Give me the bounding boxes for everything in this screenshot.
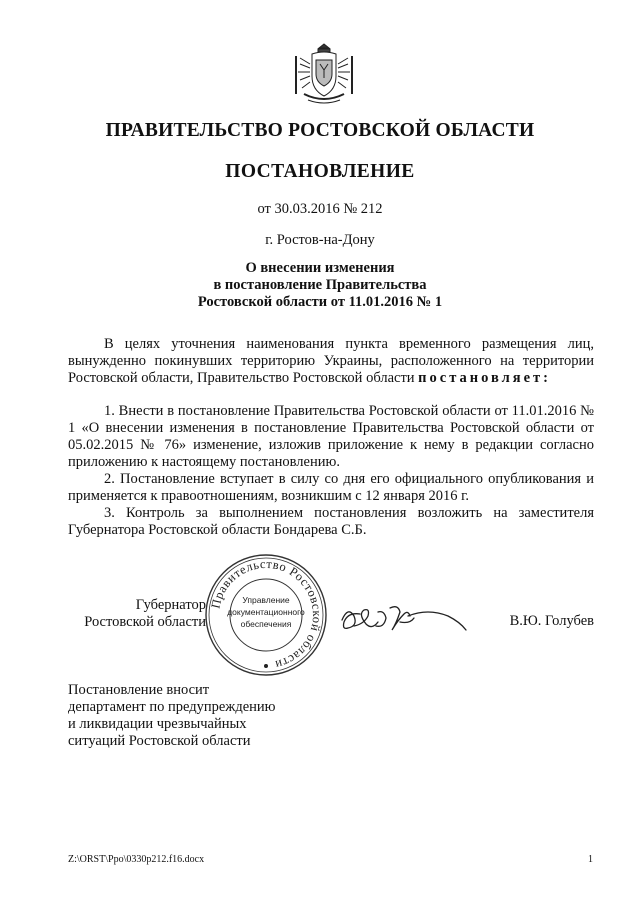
signatory-title-line: Губернатор	[135, 597, 206, 613]
signature-icon	[338, 596, 470, 640]
subject-line: О внесении изменения	[245, 260, 395, 276]
footer-page-number: 1	[588, 854, 593, 865]
coat-of-arms	[292, 38, 356, 112]
responsible-department	[68, 682, 368, 750]
date-number: от 30.03.2016 № 212	[257, 201, 383, 217]
responsible-line: департамент по предупреждению	[68, 699, 276, 715]
preamble	[68, 336, 594, 387]
stamp-icon	[204, 553, 328, 677]
responsible-line: Постановление вносит	[68, 682, 210, 698]
footer-file-path: Z:\ORST\Ppo\0330p212.f16.docx	[68, 854, 205, 865]
organization-title: ПРАВИТЕЛЬСТВО РОСТОВСКОЙ ОБЛАСТИ	[105, 120, 535, 141]
resolution-item: 3. Контроль за выполнением постановления возложить на заместителя Губернатора Ростовской области Бондарева С.Б.	[68, 505, 594, 538]
document-type: ПОСТАНОВЛЕНИЕ	[225, 161, 415, 182]
stamp-center-line: Управление	[242, 595, 290, 605]
signatory-title-line: Ростовской области	[84, 614, 206, 630]
handwritten-signature	[338, 596, 470, 640]
official-stamp	[204, 553, 328, 677]
signatory-name: В.Ю. Голубев	[509, 613, 594, 629]
subject-heading	[0, 260, 640, 311]
signatory-title	[66, 597, 206, 631]
responsible-line: и ликвидации чрезвычайных	[68, 716, 247, 732]
subject-line: Ростовской области от 11.01.2016 № 1	[197, 294, 443, 310]
resolution-item: 2. Постановление вступает в силу со дня его официального опубликования и применяется к правоотношениям, возникшим с 12 января 2016 г.	[68, 471, 594, 504]
stamp-center-line: документационного	[227, 607, 305, 617]
decree-word: постановляет:	[418, 370, 552, 386]
resolution-items	[68, 403, 594, 539]
stamp-ring-text: Правительство Ростовской области	[208, 556, 325, 673]
stamp-center-line: обеспечения	[240, 619, 292, 629]
responsible-line: ситуаций Ростовской области	[68, 733, 251, 749]
city: г. Ростов-на-Дону	[265, 232, 375, 248]
coat-of-arms-icon	[292, 38, 356, 112]
resolution-item: 1. Внести в постановление Правительства Ростовской области от 11.01.2016 № 1 «О внесении изменения в постановление Правительства Ростовской области от 05.02.2015 № 76» изменение, изложив приложение к нему в редакции согласно приложению к настоящему постановлению.	[68, 403, 594, 470]
subject-line: в постановление Правительства	[213, 277, 427, 293]
preamble-text: В целях уточнения наименования пункта временного размещения лиц, вынужденно покинувших территорию Украины, расположенного на территории Ростовской области, Правительство Ростовской области	[68, 336, 594, 386]
